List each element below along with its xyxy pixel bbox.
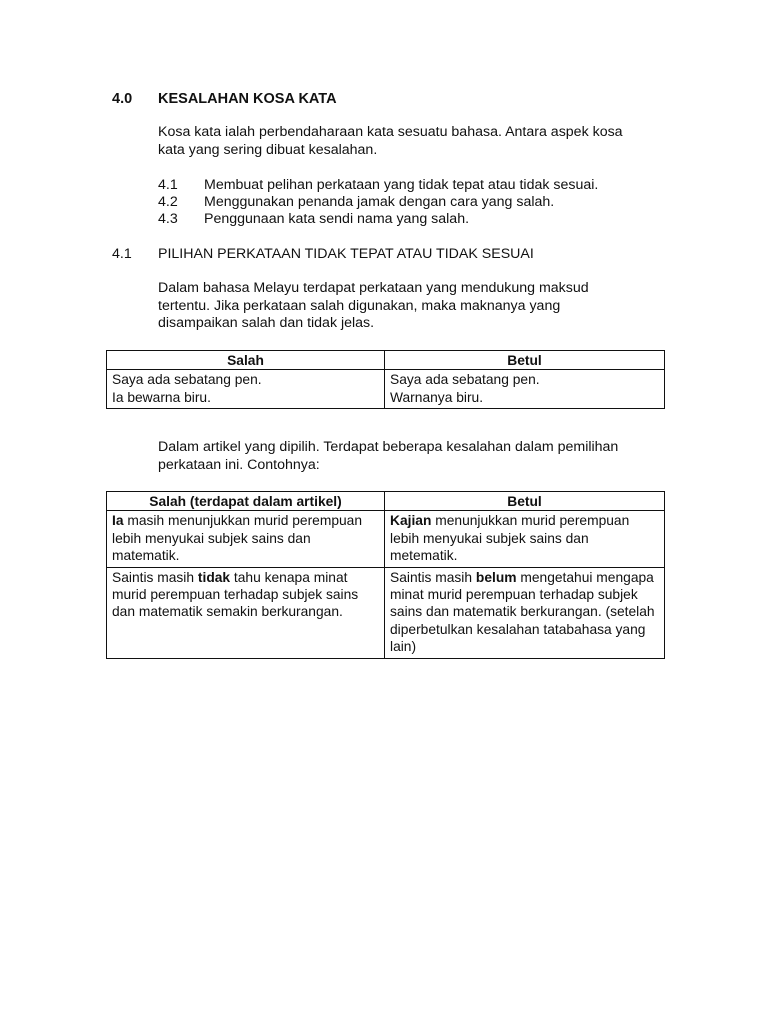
aspect-list: [158, 177, 678, 228]
cell-text: tahu kenapa minat murid perempuan terhadap subjek sains dan matematik semakin berkurangan.: [112, 569, 359, 620]
section-4-0-intro: [158, 124, 678, 159]
paragraph-line: Dalam bahasa Melayu terdapat perkataan yang mendukung maksud: [158, 280, 589, 296]
column-header-betul: Betul: [385, 351, 665, 370]
table-cell-right: [385, 370, 665, 409]
highlighted-word: Kajian: [390, 513, 432, 529]
table-cell-right: [385, 511, 665, 567]
table-row: [107, 511, 665, 567]
cell-text: Saintis masih: [112, 569, 198, 585]
cell-text: mengetahui mengapa minat murid perempuan terhadap subjek sains dan matematik berkurangan. (setelah diperbetulkan kesalahan tatabahasa yang lain): [390, 569, 655, 655]
table-header-row: [107, 492, 665, 511]
article-errors-table: [106, 491, 665, 659]
table-cell-wrong: [107, 511, 385, 567]
cell-text: Saintis masih: [390, 569, 476, 585]
section-4-0-title: KESALAHAN KOSA KATA: [158, 91, 337, 107]
cell-line: Saya ada sebatang pen.: [112, 372, 262, 388]
intro-line: kata yang sering dibuat kesalahan.: [158, 141, 378, 158]
section-4-1-number: 4.1: [112, 246, 132, 262]
table-row: [107, 370, 665, 409]
list-item: [158, 194, 678, 211]
cell-line: Saya ada sebatang pen.: [390, 372, 540, 388]
column-header-salah: Salah (terdapat dalam artikel): [107, 492, 385, 511]
cell-line: Warnanya biru.: [390, 389, 484, 405]
paragraph-line: tertentu. Jika perkataan salah digunakan, maka maknanya yang: [158, 297, 561, 314]
list-item: [158, 177, 678, 194]
cell-text: masih menunjukkan murid perempuan lebih menyukai subjek sains dan matematik.: [112, 513, 363, 564]
table-row: [107, 567, 665, 658]
cell-line: Ia bewarna biru.: [112, 389, 211, 405]
list-item-text: Penggunaan kata sendi nama yang salah.: [204, 211, 470, 227]
paragraph-line: disampaikan salah dan tidak jelas.: [158, 315, 375, 331]
paragraph-line: perkataan ini. Contohnya:: [158, 456, 320, 473]
list-item-text: Membuat pelihan perkataan yang tidak tepat atau tidak sesuai.: [204, 177, 599, 193]
highlighted-word: Ia: [112, 513, 124, 529]
example-table: [106, 350, 665, 409]
intro-line: Kosa kata ialah perbendaharaan kata sesuatu bahasa. Antara aspek kosa: [158, 124, 623, 140]
list-item-number: 4.1: [158, 177, 178, 193]
table-cell-right: [385, 567, 665, 658]
cell-text: menunjukkan murid perempuan lebih menyukai subjek sains dan metematik.: [390, 513, 630, 564]
list-item-text: Menggunakan penanda jamak dengan cara yang salah.: [204, 194, 555, 210]
section-4-0-number: 4.0: [112, 91, 133, 107]
list-item-number: 4.3: [158, 211, 178, 227]
list-item: [158, 211, 678, 228]
table-cell-wrong: [107, 370, 385, 409]
section-4-1-title: PILIHAN PERKATAAN TIDAK TEPAT ATAU TIDAK SESUAI: [158, 246, 534, 262]
article-paragraph: [158, 439, 678, 474]
highlighted-word: belum: [475, 569, 517, 585]
section-4-1-paragraph: [158, 280, 678, 333]
list-item-number: 4.2: [158, 194, 178, 210]
column-header-salah: Salah: [107, 351, 385, 370]
highlighted-word: tidak: [197, 569, 231, 585]
table-header-row: [107, 351, 665, 370]
paragraph-line: Dalam artikel yang dipilih. Terdapat beberapa kesalahan dalam pemilihan: [158, 439, 619, 455]
column-header-betul: Betul: [385, 492, 665, 511]
table-cell-wrong: [107, 567, 385, 658]
